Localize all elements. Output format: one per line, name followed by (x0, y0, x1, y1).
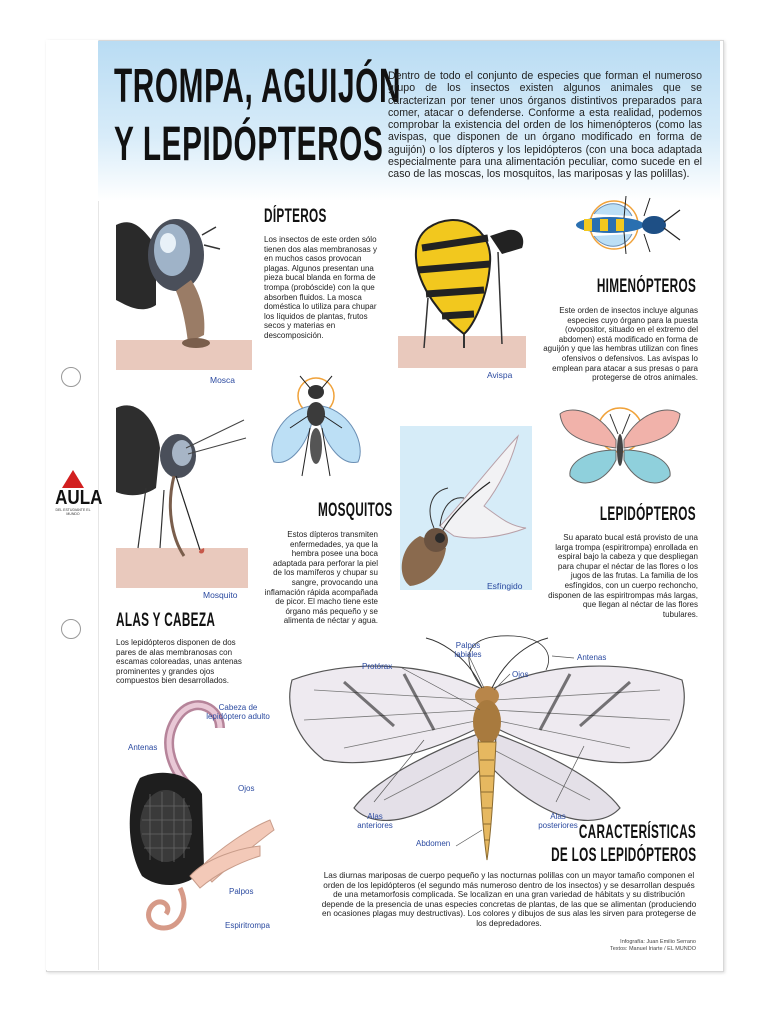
caracteristicas-heading-1: CARACTERÍSTICAS (578, 822, 696, 843)
hawkmoth-caption: Esfíngido (487, 581, 523, 591)
mosquito-caption: Mosquito (203, 590, 238, 600)
credit-line-2: Textos: Manuel Iriarte / EL MUNDO (610, 946, 696, 952)
label-antenas: Antenas (128, 743, 158, 752)
label-ojos: Ojos (238, 784, 255, 793)
mosquito-illustration (116, 398, 248, 588)
label-palpos: Palpos (229, 887, 254, 896)
hawkmoth-illustration (400, 426, 532, 590)
lepidopteros-heading: LEPIDÓPTEROS (599, 504, 696, 525)
logo-word: AULA (55, 487, 103, 509)
wasp-topview-icon (554, 192, 688, 258)
intro-paragraph: Dentro de todo el conjunto de especies que forman el numeroso grupo de los insectos existen algunos animales que se caracterizan por tener unos órganos distintivos preparados para comer, atacar o defenderse. Conforme a esta realidad, podemos comprobar la existencia del orden de los himenópteros (como las avispas, que disponen de un órgano modificado en forma de aguijón) o los dípteros y los lepidópteros (con una boca adaptada especialmente para una alimentación peculiar, como sucede en el caso de las moscas, los mosquitos, las mariposas y las polillas). (388, 70, 702, 181)
binder-hole (61, 367, 81, 387)
label-ojos-diagram: Ojos (512, 670, 529, 679)
fly-illustration (116, 205, 252, 370)
aula-logo (52, 470, 103, 516)
lepidoptera-head-illustration (120, 698, 280, 948)
title-line-2: Y LEPIDÓPTEROS (114, 118, 384, 171)
title-line-1: TROMPA, AGUIJÓN (114, 60, 402, 113)
binder-hole (61, 619, 81, 639)
label-palpos-labiales: Palpos labiales (454, 641, 482, 659)
wasp-caption: Avispa (487, 370, 513, 380)
dipteros-text: Los insectos de este orden sólo tienen dos alas membranosas y en muchos casos provocan plagas. Algunos presentan una pieza bucal blanda en forma de trompa (probóscide) con la que absorben fluidos. La mosca doméstica lo utiliza para chupar los líquidos de plantas, frutos secos y materias en descomposición. (264, 235, 377, 340)
himenopteros-text: Este orden de insectos incluye algunas especies cuyo órgano para la puesta (ovopositor, situado en el extremo del abdomen) está modificado en forma de aguijón y que las hembras utilizan con fines ofensivos o defensivos. Las avispas lo emplean para atacar a sus presas o para protegerse de otros animales. (543, 306, 698, 383)
credit-line-1: Infografía: Juan Emilio Serrano (620, 939, 696, 945)
label-espiritrompa: Espiritrompa (225, 921, 270, 930)
alas-cabeza-text: Los lepidópteros disponen de dos pares de alas membranosas con escamas coloreadas, unas antenas prominentes y grandes ojos compuestos bien desarrollados. (116, 638, 242, 686)
page-title (114, 58, 402, 174)
label-head: Cabeza de lepidóptero adulto (206, 703, 270, 721)
himenopteros-heading: HIMENÓPTEROS (596, 276, 696, 297)
wasp-illustration (398, 208, 526, 368)
label-alas-anteriores: Alas anteriores (357, 812, 393, 830)
logo-subtitle: DEL ESTUDIANTE EL MUNDO (55, 508, 91, 516)
mosquito-topview-icon (266, 366, 366, 486)
dipteros-heading: DÍPTEROS (264, 206, 327, 227)
logo-triangle-icon (62, 470, 84, 488)
lepidopteros-text: Su aparato bucal está provisto de una larga trompa (espiritrompa) enrollada en espiral bajo la cabeza y que despliegan para chupar el néctar de las flores o los jugos de las frutas. La familia de los esfíngidos, con un cuerpo rechoncho, disponen de las espiritrompas más largas, que llegan al néctar de las flores tubulares. (548, 533, 698, 619)
label-alas-posteriores: Alas posteriores (538, 812, 578, 830)
credits (536, 939, 696, 953)
label-protorax: Protórax (362, 662, 393, 671)
caracteristicas-heading-2: DE LOS LEPIDÓPTEROS (550, 845, 696, 866)
caracteristicas-text: Las diurnas mariposas de cuerpo pequeño y las nocturnas polillas con un mayor tamaño componen el orden de los lepidópteros (el segundo más numeroso dentro de los insectos) y se desarrollan después de una metamorfosis complicada. Se localizan en una gran variedad de hábitats y su distribución depende de la presencia de unas especies concretas de plantas, de las que se alimentan (produciendo en ocasiones plagas muy destructivas). Los colores y dibujos de sus alas les sirven para protegerse de los depredadores. (321, 871, 697, 928)
butterfly-topview-icon (558, 404, 682, 490)
alas-cabeza-heading: ALAS Y CABEZA (116, 610, 216, 631)
label-abdomen: Abdomen (416, 839, 451, 848)
fly-caption: Mosca (210, 375, 236, 385)
mosquitos-heading: MOSQUITOS (318, 500, 393, 521)
label-antenas-diagram: Antenas (577, 653, 607, 662)
mosquitos-text: Estos dípteros transmiten enfermedades, ya que la hembra posee una boca adaptada para perforar la piel de los mamíferos y chupar su sangre, provocando una inflamación rápida acompañada de picor. El macho tiene este órgano más pequeño y se alimenta de néctar y agua. (264, 530, 378, 626)
